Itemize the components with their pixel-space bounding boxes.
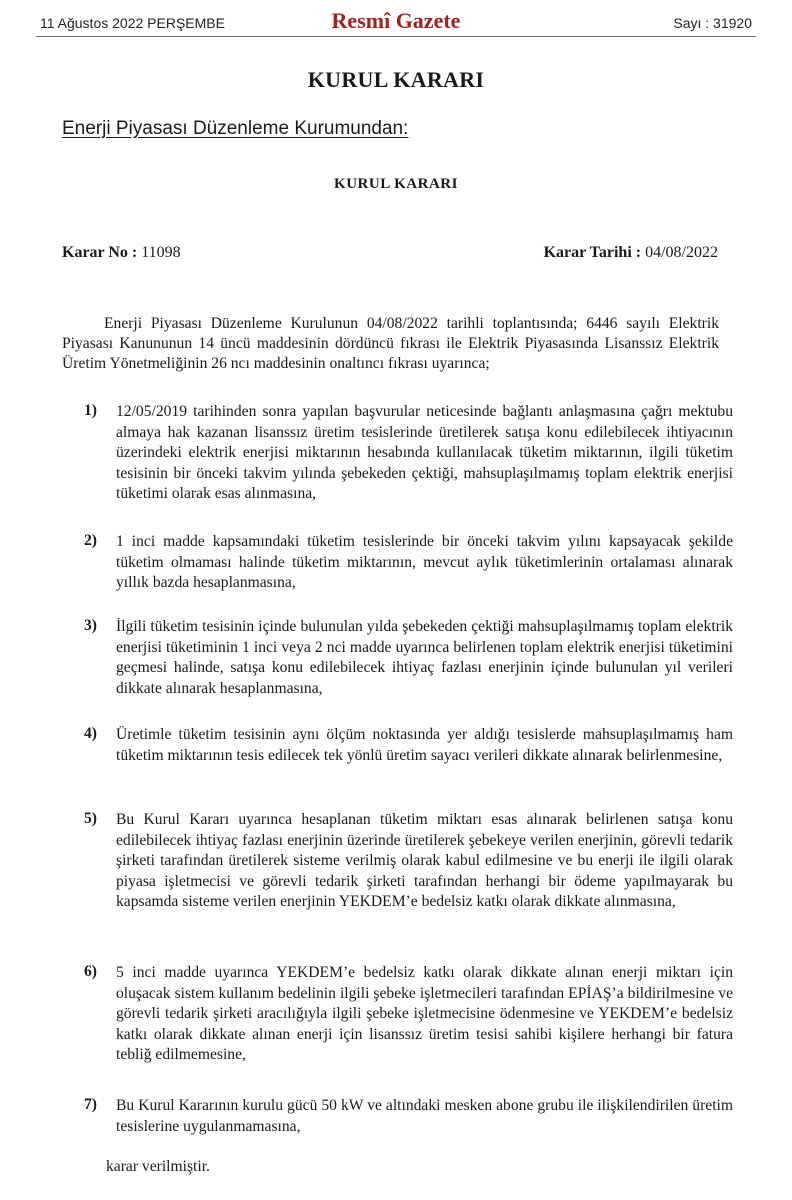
item-text: 5 inci madde uyarınca YEKDEM’e bedelsiz katkı olarak dikkate alınan enerji miktarı için oluşacak sistem kullanım bedelinin ilgili şebeke işletmecileri tarafından EPİAŞ’a bildirilmesine ve görevli tedarik şirketi aracılığıyla ilgili şebeke işletmecisine ödenmesine ve YEKDEM’e bedelsiz katkı olarak dikkate alınan enerji için lisanssız üretim tesisi sahibi kişilere herhangi bir fatura tebliğ edilmemesine, xyxy=(116,964,733,1063)
item-number: 1) xyxy=(84,402,97,419)
issue-number: Sayı : 31920 xyxy=(673,15,752,31)
page-header xyxy=(36,6,756,37)
decision-date-value: 04/08/2022 xyxy=(645,244,718,261)
intro-paragraph: Enerji Piyasası Düzenleme Kurulunun 04/08/2022 tarihli toplantısında; 6446 sayılı Elektrik Piyasası Kanununun 14 üncü maddesinin dördüncü fıkrası ile Elektrik Piyasasında Lisanssız Elektrik Üretim Yönetmeliğinin 26 ncı maddesinin onaltıncı fıkrası uyarınca; xyxy=(62,315,719,372)
publication-title: Resmî Gazete xyxy=(331,8,461,33)
item-text: 1 inci madde kapsamındaki tüketim tesislerinde bir önceki takvim yılını kapsayacak şekilde tüketim olmaması halinde tüketim miktarının, mevcut aylık tüketimlerinin ortalaması alınarak yıllık bazda hesaplanmasına, xyxy=(116,533,733,591)
decision-number-label: Karar No : xyxy=(62,244,138,261)
decision-date xyxy=(544,244,718,262)
header-date: 11 Ağustos 2022 PERŞEMBE xyxy=(40,15,225,31)
item-text: Üretimle tüketim tesisinin aynı ölçüm noktasında yer aldığı tesislerde mahsuplaşılmamış ham tüketim miktarının tesis edilecek tek yönlü üretim sayacı verileri dikkate alınarak belirlenmesine, xyxy=(116,726,733,764)
decision-subtitle: KURUL KARARI xyxy=(334,176,458,192)
item-number: 6) xyxy=(84,963,97,980)
item-number: 2) xyxy=(84,532,97,549)
item-number: 4) xyxy=(84,725,97,742)
issuing-authority: Enerji Piyasası Düzenleme Kurumundan: xyxy=(62,118,409,139)
item-text: Bu Kurul Kararının kurulu gücü 50 kW ve altındaki mesken abone grubu ile ilişkilendirilen üretim tesislerine uygulanmamasına, xyxy=(116,1097,733,1135)
item-text: Bu Kurul Kararı uyarınca hesaplanan tüketim miktarı esas alınarak belirlenen satışa konu edilebilecek ihtiyaç fazlası enerjinin üzerinde üretilerek şebekeye verilen enerjinin, görevli tedarik şirketi tarafından üretilerek sisteme verilmiş olarak kabul edilmesine ve bu enerji ile ilgili olarak piyasa işletmecisi ve görevli tedarik şirketi tarafından herhangi bir ödeme yapılmayarak bu kapsamda sisteme verilen enerjinin YEKDEM’e bedelsiz katkı olarak dikkate alınmasına, xyxy=(116,811,733,910)
decision-date-label: Karar Tarihi : xyxy=(543,244,642,261)
document-title: KURUL KARARI xyxy=(307,67,485,92)
item-number: 7) xyxy=(84,1096,97,1113)
decision-number-value: 11098 xyxy=(141,244,181,261)
closing-line: karar verilmiştir. xyxy=(106,1158,210,1175)
item-number: 5) xyxy=(84,810,97,827)
item-text: 12/05/2019 tarihinden sonra yapılan başvurular neticesinde bağlantı anlaşmasına çağrı mektubu almaya hak kazanan lisanssız üretim tesislerinde üretilerek satışa konu edilebilecek ihtiyacının üzerindeki elektrik enerjisi miktarının hesabında kullanılacak tüketim miktarının, ilgili tüketim tesisinin bir önceki takvim yılında şebekeden çektiği, mahsuplaşılmamış toplam elektrik enerjisi tüketimi olarak esas alınmasına, xyxy=(116,403,733,502)
decision-number xyxy=(62,244,181,262)
item-number: 3) xyxy=(84,617,97,634)
item-text: İlgili tüketim tesisinin içinde bulunulan yılda şebekeden çektiği mahsuplaşılmamış toplam elektrik enerjisi tüketiminin 1 inci veya 2 nci madde uyarınca belirlenen toplam elektrik enerjisi tüketimini geçmesi halinde, satışa konu edilebilecek ihtiyaç fazlası enerjinin içinde bulunulan yıl verileri dikkate alınarak hesaplanmasına, xyxy=(116,618,733,697)
